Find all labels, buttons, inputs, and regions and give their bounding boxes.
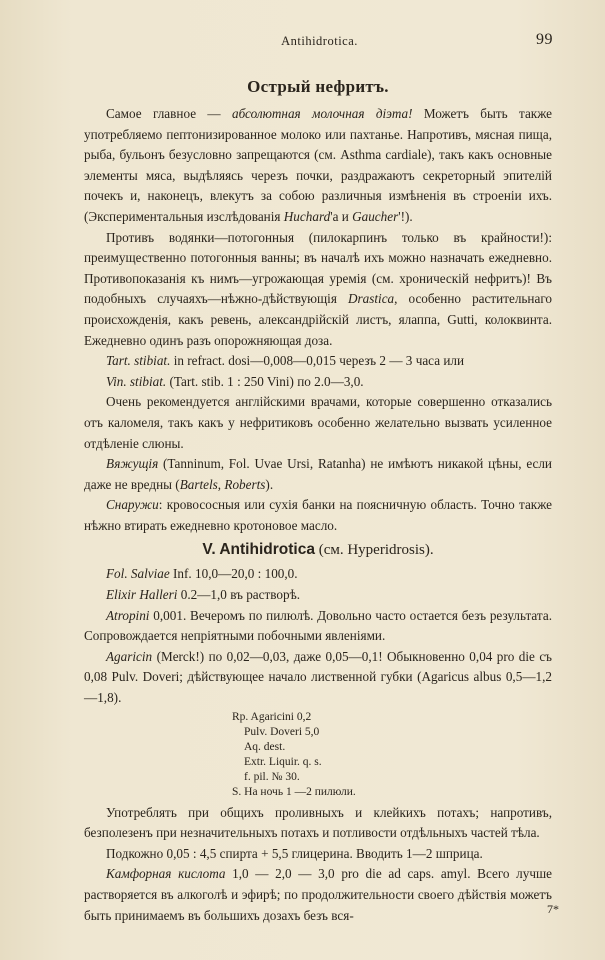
author-name: Bartels	[179, 476, 218, 492]
paragraph	[84, 104, 552, 228]
paragraph	[84, 803, 552, 844]
author-name: Huchard	[283, 208, 331, 224]
page-number: 99	[536, 31, 553, 48]
drug-name: Atropini	[106, 607, 150, 623]
emphasis: Вяжущія	[106, 456, 159, 472]
page-body	[84, 74, 552, 926]
section-title-bold: V. Antihidrotica	[202, 541, 315, 559]
prescription-block	[232, 710, 552, 800]
drug-name: Vin. stibiat.	[106, 373, 167, 389]
paragraph	[84, 844, 552, 865]
emphasis: абсолютная молочная діэта!	[232, 106, 413, 121]
author-name: Roberts	[224, 476, 266, 492]
text-run: (Merck!) по 0,02—0,03, даже 0,05—0,1! Обыкновенно 0,04 pro die съ 0,08 Pulv. Doveri; дѣйствующее начало лиственной губки (Agaricus albus 0,5—1,2—1,8).	[84, 648, 552, 706]
prescription-line: f. pil. № 30.	[244, 770, 300, 783]
paragraph	[84, 606, 552, 647]
prescription-line: S. На ночь 1 —2 пилюли.	[232, 785, 356, 798]
text-run: Inf. 10,0—20,0 : 100,0.	[169, 566, 298, 582]
author-name: Gaucher	[352, 208, 399, 224]
drug-name: Agaricin	[106, 648, 153, 664]
text-run: 1,0 — 2,0 — 3,0 pro die ad caps. amyl. Всего лучше растворяется въ алкоголѣ и эфирѣ; по продолжительности своего дѣйствія можетъ быть принимаемъ въ большихъ дозахъ безъ вся-	[84, 866, 553, 923]
text-run: ).	[265, 476, 274, 492]
drug-name: Elixir Halleri	[106, 587, 178, 603]
paragraph	[84, 372, 552, 393]
text-run: (Tart. stib. 1 : 250 Vini) по 2.0—3,0.	[166, 373, 364, 389]
signature-mark: 7*	[547, 902, 559, 916]
prescription-line: Extr. Liquir. q. s.	[244, 755, 322, 768]
text-run: 'а и	[330, 208, 353, 224]
text-run: (Tanninum, Fol. Uvae Ursi, Ratanha) не имѣютъ никакой цѣны, если даже не вредны (	[84, 456, 552, 492]
text-run: Можетъ быть также употребляемо пептонизированное молоко или пахтанье. Напротивъ, мясная пища, рыба, бульонъ безусловно запрещаются (см. Asthma cardiale), такъ какъ основные элементы мяса, выдѣляясь черезъ почки, раздражаютъ секреторный эпителій почекъ и, наконецъ, влекутъ за собою различныя измѣненія въ строеніи ихъ. (Экспериментальныя изслѣдованія	[84, 106, 553, 224]
text-run: 0.2—1,0 въ растворѣ.	[177, 587, 301, 603]
text-run: : кровососныя или сухія банки на поясничную область. Точно также нѣжно втирать ежедневно кротоновое масло.	[84, 497, 552, 533]
section-title-rest: (см. Hyperidrosis).	[314, 542, 434, 559]
prescription-line: Aq. dest.	[244, 740, 286, 753]
paragraph	[84, 585, 552, 606]
emphasis: Drastica	[347, 291, 395, 307]
text-run: Употреблять при общихъ проливныхъ и клейкихъ потахъ; напротивъ, безполезенъ при незначительныхъ потахъ и потливости отдѣльныхъ частей тѣла.	[84, 804, 552, 841]
text-run: Подкожно 0,05 : 4,5 спирта + 5,5 глицерина. Вводить 1—2 шприца.	[106, 845, 483, 861]
paragraph	[84, 351, 552, 372]
prescription-line: Pulv. Doveri 5,0	[244, 725, 320, 738]
text-run: in refract. dosi—0,008—0,015 черезъ 2 — 3 часа или	[170, 353, 465, 369]
paragraph	[84, 228, 552, 352]
drug-name: Fol. Salviae	[106, 566, 170, 582]
text-run: Очень рекомендуется англійскими врачами, которые совершенно отказались отъ каломеля, такъ какъ у нефритиковъ особенно желательно вызвать усиленное отдѣленіе слюны.	[84, 394, 552, 451]
text-run: ,	[217, 476, 225, 492]
text-run: '!).	[398, 208, 413, 224]
section-title-antihidrotica	[84, 537, 552, 563]
section-title-acute-nephritis: Острый нефритъ.	[247, 77, 389, 96]
drug-name: Камфорная кислота	[106, 866, 226, 882]
drug-name: Tart. stibiat.	[106, 353, 171, 369]
paragraph	[84, 392, 552, 454]
emphasis: Снаружи	[106, 497, 159, 513]
paragraph	[84, 864, 552, 926]
paragraph	[84, 647, 552, 709]
paragraph	[84, 564, 552, 585]
paragraph	[84, 495, 552, 536]
text-run: 0,001. Вечеромъ по пилюлѣ. Довольно часто остается безъ результата. Сопровождается непріятными побочными явленіями.	[84, 607, 552, 644]
text-run: , особенно растительнаго происхожденія, какъ ревень, александрійскій листъ, ялаппа, Gutti, колоквинта. Ежедневно одинъ разъ опорожняющая доза.	[84, 291, 552, 348]
prescription-line: Rp. Agaricini 0,2	[232, 710, 312, 723]
text-run: Самое главное —	[106, 106, 232, 121]
running-title: Antihidrotica.	[281, 34, 358, 48]
text-run: Противъ водянки—потогонныя (пилокарпинъ только въ крайности!): преимущественно потогонныя ванны; въ началѣ ихъ можно назначать ежедневно. Противопоказанія къ нимъ—угрожающая уремія (см. хроническій нефритъ)! Въ подобныхъ случаяхъ—нѣжно-дѣйствующія	[84, 229, 552, 307]
paragraph	[84, 454, 552, 495]
